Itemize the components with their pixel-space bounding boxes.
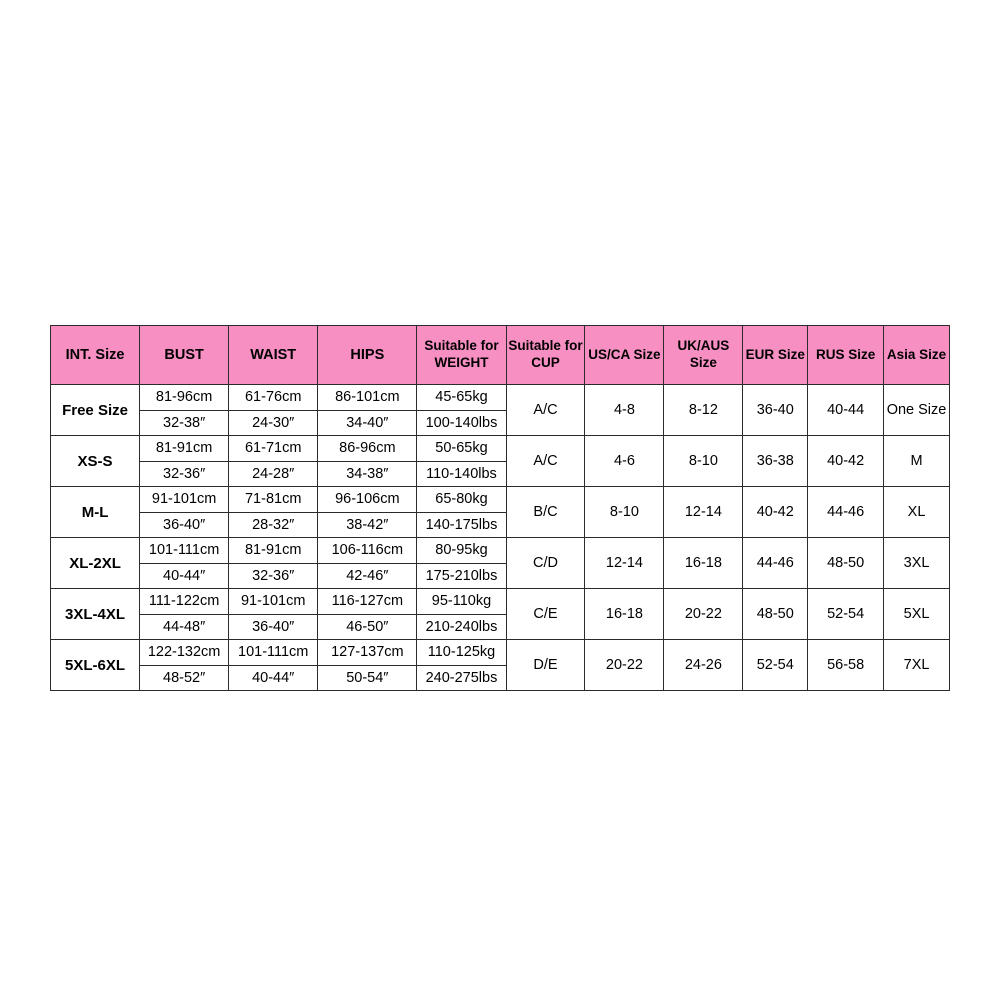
- table-row: [51, 487, 950, 513]
- cell-eur: 52-54: [743, 640, 808, 691]
- column-header-waist: WAIST: [229, 326, 318, 385]
- size-chart-container: [50, 325, 950, 691]
- table-body: [51, 385, 950, 691]
- column-header-asia: Asia Size: [884, 326, 950, 385]
- cell-hips-cm: 116-127cm: [318, 589, 417, 615]
- cell-waist-in: 24-28″: [229, 461, 318, 487]
- cell-waist-cm: 71-81cm: [229, 487, 318, 513]
- cell-rus: 40-42: [808, 436, 884, 487]
- cell-asia: 3XL: [884, 538, 950, 589]
- column-header-eur: EUR Size: [743, 326, 808, 385]
- cell-waist-cm: 101-111cm: [229, 640, 318, 666]
- column-header-us-ca: US/CA Size: [585, 326, 664, 385]
- cell-uk-aus: 12-14: [664, 487, 743, 538]
- cell-bust-in: 32-38″: [140, 410, 229, 436]
- column-header-cup: Suitable for CUP: [506, 326, 585, 385]
- cell-int-size: M-L: [51, 487, 140, 538]
- cell-asia: M: [884, 436, 950, 487]
- cell-weight-kg: 65-80kg: [417, 487, 506, 513]
- cell-weight-kg: 50-65kg: [417, 436, 506, 462]
- table-row: [51, 589, 950, 615]
- table-row: [51, 385, 950, 411]
- cell-hips-cm: 106-116cm: [318, 538, 417, 564]
- column-header-hips: HIPS: [318, 326, 417, 385]
- cell-bust-cm: 101-111cm: [140, 538, 229, 564]
- cell-hips-in: 50-54″: [318, 665, 417, 691]
- cell-eur: 44-46: [743, 538, 808, 589]
- cell-hips-cm: 127-137cm: [318, 640, 417, 666]
- column-header-weight: Suitable for WEIGHT: [417, 326, 506, 385]
- cell-us-ca: 8-10: [585, 487, 664, 538]
- cell-weight-kg: 95-110kg: [417, 589, 506, 615]
- cell-cup: D/E: [506, 640, 585, 691]
- table-row: [51, 538, 950, 564]
- cell-weight-lbs: 210-240lbs: [417, 614, 506, 640]
- cell-int-size: 3XL-4XL: [51, 589, 140, 640]
- cell-uk-aus: 16-18: [664, 538, 743, 589]
- cell-hips-cm: 86-96cm: [318, 436, 417, 462]
- cell-uk-aus: 8-10: [664, 436, 743, 487]
- cell-waist-in: 36-40″: [229, 614, 318, 640]
- cell-us-ca: 4-8: [585, 385, 664, 436]
- cell-us-ca: 4-6: [585, 436, 664, 487]
- size-chart-table: [50, 325, 950, 691]
- cell-bust-cm: 81-91cm: [140, 436, 229, 462]
- cell-bust-in: 44-48″: [140, 614, 229, 640]
- cell-bust-in: 36-40″: [140, 512, 229, 538]
- cell-waist-cm: 91-101cm: [229, 589, 318, 615]
- cell-bust-cm: 111-122cm: [140, 589, 229, 615]
- cell-int-size: XS-S: [51, 436, 140, 487]
- cell-hips-in: 34-40″: [318, 410, 417, 436]
- cell-eur: 40-42: [743, 487, 808, 538]
- cell-int-size: 5XL-6XL: [51, 640, 140, 691]
- cell-weight-kg: 80-95kg: [417, 538, 506, 564]
- table-row: [51, 640, 950, 666]
- cell-asia: XL: [884, 487, 950, 538]
- cell-waist-cm: 61-71cm: [229, 436, 318, 462]
- cell-waist-in: 32-36″: [229, 563, 318, 589]
- cell-cup: C/E: [506, 589, 585, 640]
- cell-weight-kg: 110-125kg: [417, 640, 506, 666]
- cell-uk-aus: 8-12: [664, 385, 743, 436]
- cell-rus: 52-54: [808, 589, 884, 640]
- cell-cup: C/D: [506, 538, 585, 589]
- cell-rus: 44-46: [808, 487, 884, 538]
- cell-rus: 56-58: [808, 640, 884, 691]
- cell-waist-cm: 61-76cm: [229, 385, 318, 411]
- cell-uk-aus: 20-22: [664, 589, 743, 640]
- cell-us-ca: 16-18: [585, 589, 664, 640]
- cell-hips-cm: 86-101cm: [318, 385, 417, 411]
- cell-cup: B/C: [506, 487, 585, 538]
- cell-us-ca: 20-22: [585, 640, 664, 691]
- cell-asia: 7XL: [884, 640, 950, 691]
- cell-weight-lbs: 110-140lbs: [417, 461, 506, 487]
- header-row: [51, 326, 950, 385]
- cell-waist-in: 28-32″: [229, 512, 318, 538]
- cell-waist-in: 24-30″: [229, 410, 318, 436]
- cell-uk-aus: 24-26: [664, 640, 743, 691]
- cell-weight-kg: 45-65kg: [417, 385, 506, 411]
- cell-waist-in: 40-44″: [229, 665, 318, 691]
- cell-hips-cm: 96-106cm: [318, 487, 417, 513]
- cell-eur: 36-40: [743, 385, 808, 436]
- cell-asia: 5XL: [884, 589, 950, 640]
- cell-weight-lbs: 100-140lbs: [417, 410, 506, 436]
- cell-bust-in: 32-36″: [140, 461, 229, 487]
- cell-weight-lbs: 140-175lbs: [417, 512, 506, 538]
- cell-bust-cm: 122-132cm: [140, 640, 229, 666]
- column-header-bust: BUST: [140, 326, 229, 385]
- cell-rus: 40-44: [808, 385, 884, 436]
- cell-int-size: XL-2XL: [51, 538, 140, 589]
- column-header-int-size: INT. Size: [51, 326, 140, 385]
- cell-bust-cm: 81-96cm: [140, 385, 229, 411]
- cell-asia: One Size: [884, 385, 950, 436]
- cell-bust-in: 40-44″: [140, 563, 229, 589]
- cell-weight-lbs: 240-275lbs: [417, 665, 506, 691]
- column-header-uk-aus: UK/AUS Size: [664, 326, 743, 385]
- table-row: [51, 436, 950, 462]
- cell-hips-in: 34-38″: [318, 461, 417, 487]
- cell-weight-lbs: 175-210lbs: [417, 563, 506, 589]
- cell-hips-in: 46-50″: [318, 614, 417, 640]
- cell-cup: A/C: [506, 436, 585, 487]
- cell-rus: 48-50: [808, 538, 884, 589]
- table-header: [51, 326, 950, 385]
- column-header-rus: RUS Size: [808, 326, 884, 385]
- cell-bust-in: 48-52″: [140, 665, 229, 691]
- cell-waist-cm: 81-91cm: [229, 538, 318, 564]
- cell-hips-in: 42-46″: [318, 563, 417, 589]
- cell-int-size: Free Size: [51, 385, 140, 436]
- cell-eur: 48-50: [743, 589, 808, 640]
- cell-cup: A/C: [506, 385, 585, 436]
- cell-bust-cm: 91-101cm: [140, 487, 229, 513]
- cell-hips-in: 38-42″: [318, 512, 417, 538]
- cell-us-ca: 12-14: [585, 538, 664, 589]
- cell-eur: 36-38: [743, 436, 808, 487]
